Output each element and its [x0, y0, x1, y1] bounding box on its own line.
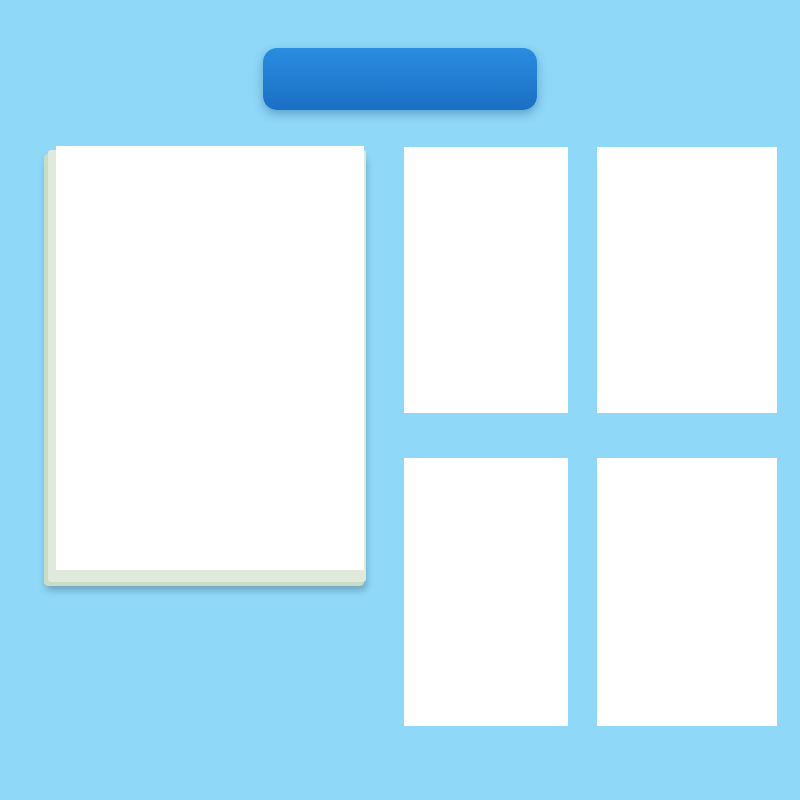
- main-workbook-page: [56, 146, 364, 570]
- small-workbook-1: [404, 147, 568, 413]
- small-workbook-3: [404, 458, 568, 726]
- small-workbook-2: [597, 147, 777, 413]
- small-workbook-4: [597, 458, 777, 726]
- main-page-footer: [204, 550, 244, 557]
- title-banner: [263, 48, 537, 110]
